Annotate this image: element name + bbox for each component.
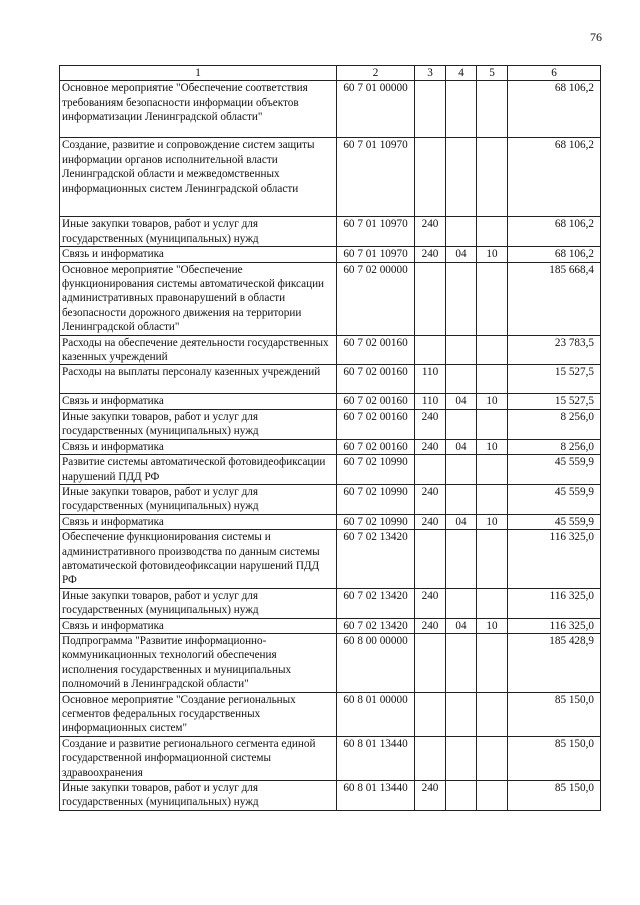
cell-sum: 45 559,9 <box>508 455 601 485</box>
table-row <box>60 409 601 439</box>
cell-rz <box>446 262 477 335</box>
cell-rz: 04 <box>446 618 477 633</box>
cell-name: Связь и информатика <box>60 618 337 633</box>
cell-pr <box>477 455 508 485</box>
cell-csr: 60 7 02 00160 <box>337 335 415 365</box>
cell-csr: 60 7 02 00160 <box>337 409 415 439</box>
cell-name: Основное мероприятие "Создание региональных сегментов федеральных государственных информационных систем" <box>60 692 337 736</box>
table-row <box>60 633 601 692</box>
cell-csr: 60 7 02 13420 <box>337 530 415 589</box>
table-row <box>60 217 601 247</box>
cell-vr: 240 <box>415 439 446 454</box>
cell-vr <box>415 455 446 485</box>
cell-pr: 10 <box>477 514 508 529</box>
cell-pr <box>477 262 508 335</box>
header-col-3: 3 <box>415 66 446 81</box>
cell-rz <box>446 692 477 736</box>
cell-vr <box>415 81 446 138</box>
cell-name: Расходы на обеспечение деятельности государственных казенных учреждений <box>60 335 337 365</box>
cell-vr <box>415 692 446 736</box>
cell-name: Создание и развитие регионального сегмента единой государственной информационной системы здравоохранения <box>60 736 337 780</box>
cell-csr: 60 7 02 10990 <box>337 455 415 485</box>
cell-rz <box>446 409 477 439</box>
cell-sum: 85 150,0 <box>508 781 601 811</box>
cell-pr <box>477 365 508 394</box>
cell-csr: 60 8 01 00000 <box>337 692 415 736</box>
cell-csr: 60 8 01 13440 <box>337 736 415 780</box>
cell-pr: 10 <box>477 618 508 633</box>
cell-pr <box>477 633 508 692</box>
cell-rz <box>446 588 477 618</box>
cell-csr: 60 7 01 00000 <box>337 81 415 138</box>
cell-name: Иные закупки товаров, работ и услуг для государственных (муниципальных) нужд <box>60 217 337 247</box>
cell-name: Основное мероприятие "Обеспечение соответствия требованиям безопасности информации объектов информатизации Ленинградской области" <box>60 81 337 138</box>
cell-name: Иные закупки товаров, работ и услуг для государственных (муниципальных) нужд <box>60 588 337 618</box>
cell-csr: 60 7 02 13420 <box>337 588 415 618</box>
cell-vr: 110 <box>415 394 446 409</box>
cell-sum: 85 150,0 <box>508 692 601 736</box>
cell-name: Иные закупки товаров, работ и услуг для государственных (муниципальных) нужд <box>60 484 337 514</box>
cell-vr <box>415 138 446 217</box>
cell-name: Развитие системы автоматической фотовидеофиксации нарушений ПДД РФ <box>60 455 337 485</box>
cell-vr: 110 <box>415 365 446 394</box>
cell-sum: 8 256,0 <box>508 409 601 439</box>
cell-pr <box>477 409 508 439</box>
table-row <box>60 530 601 589</box>
cell-pr <box>477 335 508 365</box>
cell-name: Иные закупки товаров, работ и услуг для государственных (муниципальных) нужд <box>60 781 337 811</box>
table-row <box>60 365 601 394</box>
cell-vr <box>415 633 446 692</box>
cell-vr: 240 <box>415 781 446 811</box>
cell-pr: 10 <box>477 247 508 262</box>
cell-sum: 116 325,0 <box>508 530 601 589</box>
table-row <box>60 484 601 514</box>
cell-csr: 60 8 01 13440 <box>337 781 415 811</box>
cell-sum: 85 150,0 <box>508 736 601 780</box>
cell-sum: 8 256,0 <box>508 439 601 454</box>
cell-pr <box>477 692 508 736</box>
cell-sum: 23 783,5 <box>508 335 601 365</box>
budget-table <box>59 65 601 811</box>
cell-csr: 60 7 02 00160 <box>337 394 415 409</box>
cell-csr: 60 7 02 00000 <box>337 262 415 335</box>
table-row <box>60 81 601 138</box>
cell-name: Связь и информатика <box>60 439 337 454</box>
cell-vr: 240 <box>415 247 446 262</box>
cell-sum: 68 106,2 <box>508 81 601 138</box>
cell-name: Создание, развитие и сопровождение систем защиты информации органов исполнительной власти Ленинградской области и межведомственных информационных систем Ленинградской области <box>60 138 337 217</box>
cell-sum: 116 325,0 <box>508 618 601 633</box>
cell-name: Расходы на выплаты персоналу казенных учреждений <box>60 365 337 394</box>
cell-name: Связь и информатика <box>60 394 337 409</box>
header-col-4: 4 <box>446 66 477 81</box>
cell-sum: 68 106,2 <box>508 247 601 262</box>
cell-pr <box>477 81 508 138</box>
cell-pr <box>477 588 508 618</box>
cell-pr <box>477 530 508 589</box>
cell-sum: 185 668,4 <box>508 262 601 335</box>
cell-csr: 60 7 01 10970 <box>337 138 415 217</box>
cell-sum: 15 527,5 <box>508 365 601 394</box>
cell-vr: 240 <box>415 588 446 618</box>
cell-name: Подпрограмма "Развитие информационно-коммуникационных технологий обеспечения исполнения государственных и муниципальных полномочий в Ленинградской области" <box>60 633 337 692</box>
cell-vr <box>415 530 446 589</box>
cell-csr: 60 7 02 10990 <box>337 484 415 514</box>
cell-csr: 60 7 02 10990 <box>337 514 415 529</box>
cell-rz: 04 <box>446 439 477 454</box>
cell-vr: 240 <box>415 514 446 529</box>
cell-rz <box>446 81 477 138</box>
cell-name: Обеспечение функционирования системы и административного производства по данным системы автоматической фотовидеофиксации нарушений ПДД РФ <box>60 530 337 589</box>
header-col-6: 6 <box>508 66 601 81</box>
cell-pr: 10 <box>477 394 508 409</box>
table-body <box>60 81 601 810</box>
cell-vr: 240 <box>415 409 446 439</box>
table-row <box>60 588 601 618</box>
cell-vr: 240 <box>415 484 446 514</box>
cell-rz <box>446 484 477 514</box>
cell-sum: 15 527,5 <box>508 394 601 409</box>
cell-csr: 60 8 00 00000 <box>337 633 415 692</box>
table-row <box>60 618 601 633</box>
cell-name: Иные закупки товаров, работ и услуг для государственных (муниципальных) нужд <box>60 409 337 439</box>
cell-csr: 60 7 02 00160 <box>337 439 415 454</box>
cell-name: Связь и информатика <box>60 247 337 262</box>
cell-rz: 04 <box>446 514 477 529</box>
cell-sum: 68 106,2 <box>508 217 601 247</box>
table-row <box>60 514 601 529</box>
table-row <box>60 138 601 217</box>
cell-rz <box>446 365 477 394</box>
table-row <box>60 455 601 485</box>
cell-sum: 116 325,0 <box>508 588 601 618</box>
table-row <box>60 439 601 454</box>
cell-pr <box>477 736 508 780</box>
cell-pr: 10 <box>477 439 508 454</box>
cell-vr <box>415 262 446 335</box>
table-row <box>60 335 601 365</box>
cell-pr <box>477 484 508 514</box>
cell-rz <box>446 335 477 365</box>
cell-rz <box>446 530 477 589</box>
cell-rz <box>446 736 477 780</box>
cell-pr <box>477 217 508 247</box>
cell-vr: 240 <box>415 618 446 633</box>
table-row <box>60 692 601 736</box>
cell-csr: 60 7 02 13420 <box>337 618 415 633</box>
page-number: 76 <box>590 30 602 44</box>
cell-csr: 60 7 01 10970 <box>337 217 415 247</box>
cell-rz <box>446 633 477 692</box>
cell-name: Основное мероприятие "Обеспечение функционирования системы автоматической фиксации административных правонарушений в области безопасности дорожного движения на территории Ленинградской области" <box>60 262 337 335</box>
cell-rz: 04 <box>446 247 477 262</box>
cell-sum: 45 559,9 <box>508 484 601 514</box>
cell-rz: 04 <box>446 394 477 409</box>
cell-name: Связь и информатика <box>60 514 337 529</box>
header-col-5: 5 <box>477 66 508 81</box>
cell-vr: 240 <box>415 217 446 247</box>
cell-pr <box>477 781 508 811</box>
header-col-1: 1 <box>60 66 337 81</box>
cell-rz <box>446 781 477 811</box>
table-row <box>60 247 601 262</box>
table-row <box>60 781 601 811</box>
cell-sum: 68 106,2 <box>508 138 601 217</box>
cell-vr <box>415 736 446 780</box>
cell-vr <box>415 335 446 365</box>
cell-csr: 60 7 01 10970 <box>337 247 415 262</box>
table-row <box>60 394 601 409</box>
cell-sum: 185 428,9 <box>508 633 601 692</box>
table-header-row <box>60 66 601 81</box>
cell-sum: 45 559,9 <box>508 514 601 529</box>
table-row <box>60 736 601 780</box>
cell-rz <box>446 138 477 217</box>
cell-rz <box>446 217 477 247</box>
cell-csr: 60 7 02 00160 <box>337 365 415 394</box>
table-row <box>60 262 601 335</box>
cell-rz <box>446 455 477 485</box>
header-col-2: 2 <box>337 66 415 81</box>
cell-pr <box>477 138 508 217</box>
